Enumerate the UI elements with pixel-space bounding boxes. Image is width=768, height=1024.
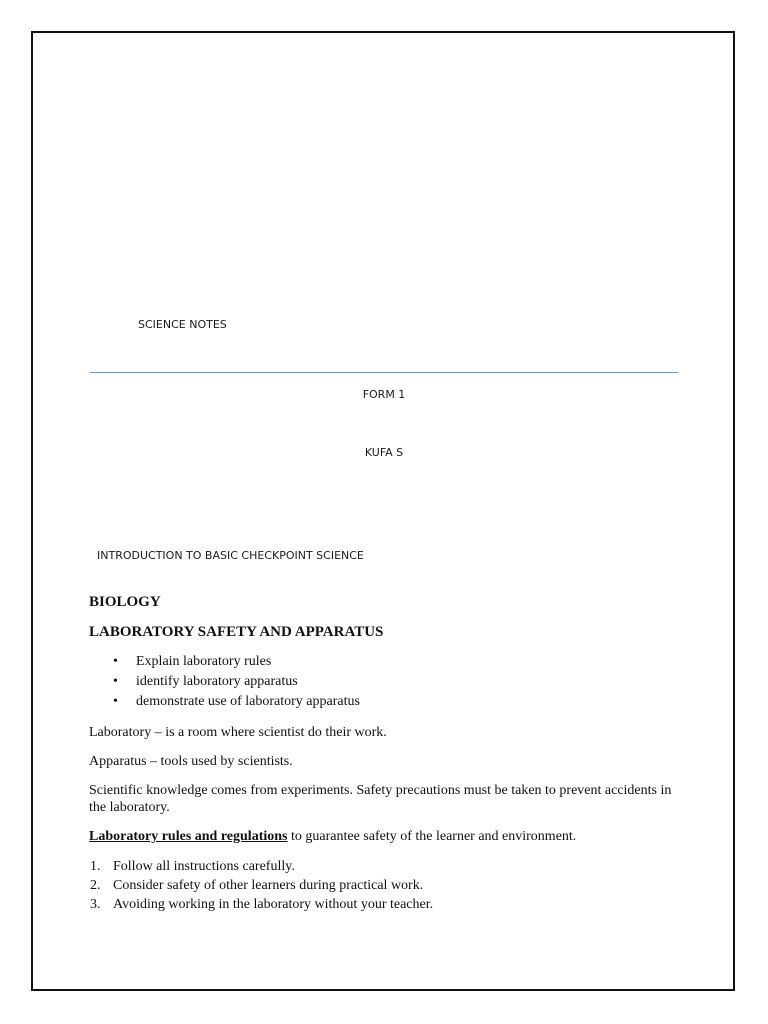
rules-intro	[89, 828, 689, 845]
document-label: SCIENCE NOTES	[138, 318, 227, 331]
form-label: FORM 1	[362, 388, 406, 401]
rule-item	[89, 857, 689, 876]
rules-intro-text: to guarantee safety of the learner and environment.	[287, 829, 577, 844]
rules-heading: Laboratory rules and regulations	[89, 829, 288, 844]
section-subheading: LABORATORY SAFETY AND APPARATUS	[89, 624, 384, 640]
objective-item: • Explain laboratory rules	[89, 652, 689, 672]
rule-number: 3.	[90, 897, 101, 912]
document-body	[89, 594, 689, 914]
knowledge-paragraph: Scientific knowledge comes from experiments. Safety precautions must be taken to prevent accidents in the laboratory.	[89, 783, 672, 815]
section-heading: BIOLOGY	[89, 594, 161, 610]
objectives-list	[89, 652, 689, 712]
rule-number: 2.	[90, 878, 101, 893]
rule-text: Follow all instructions carefully.	[113, 859, 295, 874]
objective-item: • demonstrate use of laboratory apparatus	[89, 692, 689, 712]
rules-list	[89, 857, 689, 914]
definition-apparatus: Apparatus – tools used by scientists.	[89, 754, 293, 769]
author-name: KUFA S	[364, 446, 404, 459]
header-divider	[90, 372, 678, 373]
rule-text: Avoiding working in the laboratory without your teacher.	[113, 897, 434, 912]
intro-title: INTRODUCTION TO BASIC CHECKPOINT SCIENCE	[97, 549, 364, 562]
rule-item	[89, 895, 689, 914]
definition-laboratory: Laboratory – is a room where scientist do their work.	[89, 725, 387, 740]
rule-item	[89, 876, 689, 895]
rule-number: 1.	[90, 859, 101, 874]
objective-item: • identify laboratory apparatus	[89, 672, 689, 692]
rule-text: Consider safety of other learners during practical work.	[113, 878, 424, 893]
